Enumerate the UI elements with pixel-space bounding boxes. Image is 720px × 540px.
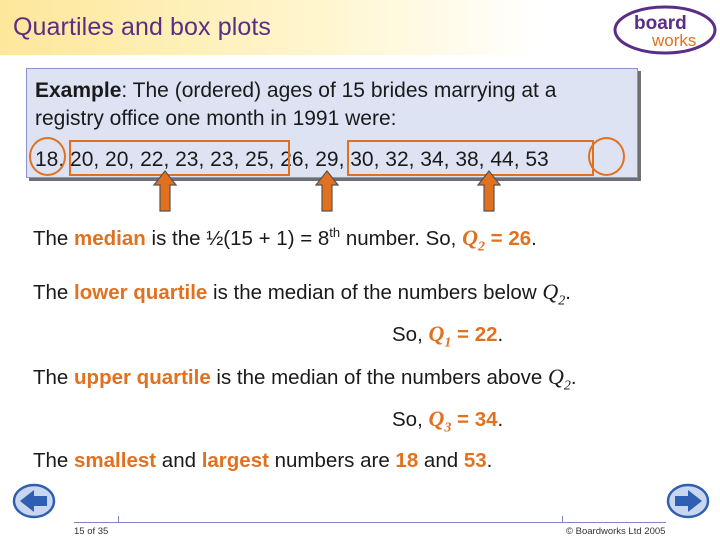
footer-tick-left [118, 516, 119, 523]
footer-divider [74, 522, 666, 523]
smallest-term: smallest [74, 449, 157, 472]
copyright-notice: © Boardworks Ltd 2005 [566, 526, 666, 537]
example-label: Example [35, 79, 122, 102]
extremes-explanation: The smallest and largest numbers are 18 and 53. [33, 449, 493, 472]
next-slide-button[interactable] [666, 482, 710, 520]
boardworks-logo [612, 2, 718, 58]
lower-half-frame [69, 140, 290, 176]
min-value-circle [29, 137, 66, 176]
median-explanation: The median is the ½(15 + 1) = 8th number. So, $Q_2 = 26$. [33, 225, 537, 255]
median-arrow-icon [315, 170, 339, 212]
upper-quartile-explanation: The upper quartile is the median of the numbers above $Q_2$. [33, 364, 577, 394]
previous-slide-button[interactable] [12, 482, 56, 520]
q3-value: = 34 [451, 408, 498, 431]
q1-value: = 22 [451, 323, 498, 346]
lower-quartile-result: So, $Q_1 = 22$. [392, 321, 504, 351]
median-term: median [74, 227, 146, 250]
page-number: 15 of 35 [74, 526, 109, 537]
q2-symbol: $Q_2$ [462, 225, 485, 255]
footer-tick-right [562, 516, 563, 523]
ages-list: 18, 20, 20, 22, 23, 23, 25, 26, 29, 30, 32, 34, 38, 44, 53 [35, 148, 549, 171]
largest-term: largest [201, 449, 269, 472]
q1-symbol: $Q_1$ [428, 321, 452, 351]
upper-half-frame [347, 140, 594, 176]
q3-symbol: $Q_3$ [428, 406, 452, 436]
upper-quartile-term: upper quartile [74, 366, 211, 389]
median-value: = 26 [484, 227, 532, 250]
logo-word-board: board [634, 13, 687, 34]
smallest-value: 18 [395, 449, 419, 472]
example-line-1-text: : The (ordered) ages of 15 brides marrying at a [121, 79, 557, 102]
q1-arrow-icon [153, 170, 177, 212]
slide-title: Quartiles and box plots [13, 13, 272, 41]
lower-quartile-explanation: The lower quartile is the median of the numbers below $Q_2$. [33, 279, 571, 309]
example-line-2: registry office one month in 1991 were: [35, 107, 397, 130]
q3-arrow-icon [477, 170, 501, 212]
lower-quartile-term: lower quartile [74, 281, 208, 304]
example-line-1 [35, 79, 556, 103]
logo-word-works: works [652, 31, 697, 50]
largest-value: 53 [463, 449, 487, 472]
upper-quartile-result: So, $Q_3 = 34$. [392, 406, 504, 436]
